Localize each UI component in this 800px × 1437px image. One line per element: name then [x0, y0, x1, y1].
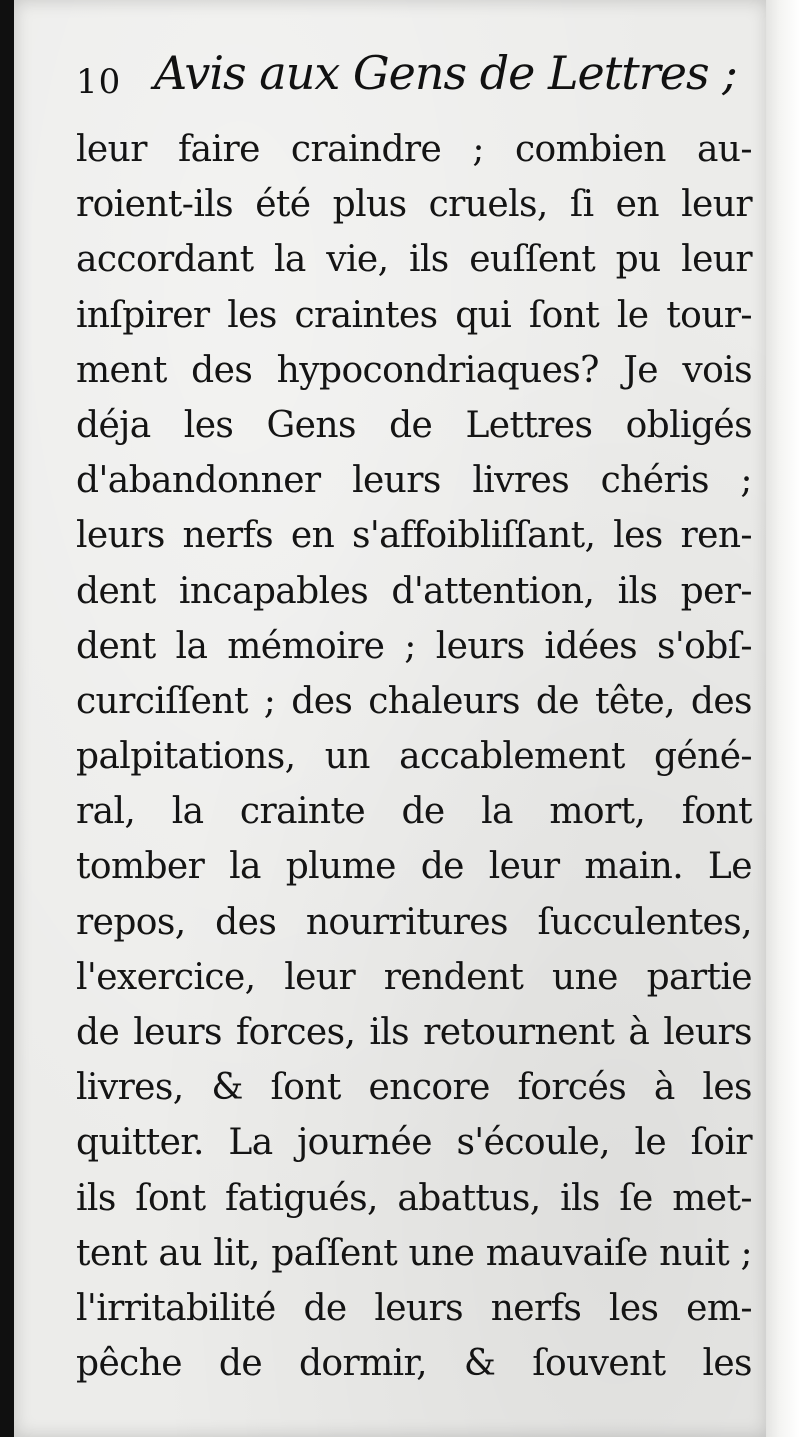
- word: mémoire: [227, 625, 385, 667]
- word: mauvaiſe: [485, 1232, 648, 1274]
- word: ils: [369, 1012, 410, 1053]
- word: à: [628, 1012, 650, 1053]
- word: ſucculentes,: [537, 901, 752, 943]
- text-line: [76, 839, 752, 894]
- word: forcés: [517, 1067, 627, 1109]
- word: de: [218, 1343, 263, 1385]
- word: Lettres: [465, 404, 593, 446]
- text-line: [76, 1171, 752, 1226]
- word: idées: [544, 625, 638, 667]
- word: tent: [76, 1232, 148, 1274]
- word: les: [702, 1343, 752, 1385]
- word: l'irritabilité: [76, 1287, 276, 1329]
- text-line: [76, 564, 752, 619]
- text-line: [76, 398, 752, 453]
- word: retournent: [423, 1012, 615, 1053]
- word: dent: [76, 570, 156, 612]
- word: les: [227, 294, 277, 336]
- word: repos,: [76, 901, 186, 943]
- word: partie: [646, 956, 752, 998]
- word: chaleurs: [368, 680, 520, 722]
- word: roient-ils: [76, 184, 234, 226]
- text-line: [76, 232, 752, 287]
- body-text: [76, 122, 752, 1391]
- word: le: [634, 1122, 667, 1164]
- text-line: [76, 453, 752, 508]
- word: d'abandonner: [76, 460, 321, 502]
- word: obligés: [625, 404, 752, 446]
- text-line: [76, 1005, 752, 1060]
- word: leur: [284, 956, 356, 998]
- word: fatigués,: [225, 1177, 378, 1219]
- word: ment: [76, 349, 167, 391]
- word: tomber: [76, 846, 205, 888]
- text-line: [76, 177, 752, 232]
- word: chéris: [600, 460, 709, 502]
- word: l'exercice,: [76, 956, 256, 998]
- word: des: [215, 901, 277, 943]
- word: leur: [681, 239, 752, 281]
- word: met-: [672, 1177, 752, 1219]
- word: ils: [617, 570, 658, 612]
- page-number: 10: [76, 62, 122, 102]
- word: les: [608, 1287, 659, 1329]
- word: ils: [408, 239, 449, 281]
- word: leurs: [76, 515, 165, 557]
- word: nerfs: [182, 515, 274, 557]
- word: ;: [740, 460, 752, 502]
- word: abattus,: [397, 1177, 541, 1219]
- word: inſpirer: [76, 294, 210, 336]
- word: dent: [76, 625, 156, 667]
- word: font: [681, 791, 752, 833]
- word: tête,: [594, 680, 675, 722]
- text-line: [76, 619, 752, 674]
- word: per-: [680, 570, 752, 612]
- word: leur: [76, 129, 147, 170]
- word: les: [613, 515, 663, 557]
- word: dormir,: [298, 1343, 428, 1385]
- word: au: [158, 1232, 202, 1274]
- text-line: [76, 784, 752, 839]
- word: ſont: [135, 1177, 206, 1219]
- word: en: [290, 515, 335, 557]
- word: de: [535, 680, 580, 722]
- word: ſouvent: [532, 1343, 666, 1385]
- word: encore: [368, 1067, 490, 1109]
- text-line: [76, 895, 752, 950]
- word: les: [183, 404, 234, 446]
- word: accordant: [76, 239, 254, 281]
- word: de: [303, 1287, 347, 1329]
- word: ;: [263, 680, 276, 722]
- word: un: [324, 736, 370, 778]
- page-edge: [766, 0, 800, 1437]
- word: des: [291, 680, 353, 722]
- book-page: [14, 0, 768, 1437]
- word: vie,: [326, 239, 389, 281]
- word: ;: [740, 1232, 752, 1274]
- word: ſont: [528, 294, 600, 336]
- word: nuit: [659, 1232, 730, 1274]
- word: craintes: [294, 294, 438, 336]
- word: hypocondriaques?: [276, 349, 599, 391]
- word: &: [211, 1067, 243, 1109]
- word: incapables: [178, 570, 369, 612]
- page-header: [76, 46, 756, 106]
- word: ils: [76, 1177, 116, 1219]
- word: des: [191, 349, 253, 391]
- word: leur: [488, 846, 560, 888]
- word: crainte: [239, 791, 366, 833]
- word: de: [76, 1012, 120, 1053]
- word: ral,: [76, 791, 136, 833]
- text-line: [76, 729, 752, 784]
- word: pu: [615, 239, 661, 281]
- text-line: [76, 343, 752, 398]
- word: leurs: [352, 460, 441, 502]
- text-line: [76, 950, 752, 1005]
- word: rendent: [383, 956, 524, 998]
- word: paſſent: [271, 1232, 398, 1274]
- word: combien: [514, 129, 666, 170]
- word: leurs: [374, 1287, 464, 1329]
- word: em-: [686, 1287, 752, 1329]
- word: la: [273, 239, 306, 281]
- text-line: [76, 1281, 752, 1336]
- word: s'écoule,: [456, 1122, 610, 1164]
- word: La: [228, 1122, 273, 1164]
- word: s'obſ-: [657, 625, 752, 667]
- word: s'affoibliſſant,: [351, 515, 596, 557]
- word: pêche: [76, 1343, 183, 1385]
- word: palpitations,: [76, 736, 296, 778]
- word: forces,: [235, 1012, 356, 1053]
- word: mort,: [549, 791, 646, 833]
- word: en: [615, 184, 659, 226]
- word: ſe: [619, 1177, 653, 1219]
- text-line: [76, 288, 752, 343]
- word: de: [420, 846, 464, 888]
- word: craindre: [290, 129, 442, 170]
- word: la: [481, 791, 513, 833]
- running-title: Avis aux Gens de Lettres ;: [154, 46, 737, 100]
- text-line: [76, 122, 752, 177]
- word: une: [551, 956, 618, 998]
- word: livres,: [76, 1067, 184, 1109]
- word: leur: [681, 184, 752, 226]
- word: euſſent: [469, 239, 596, 281]
- word: curciſſent: [76, 680, 248, 722]
- word: le: [616, 294, 649, 336]
- word: lit,: [213, 1232, 260, 1274]
- word: ;: [472, 129, 484, 170]
- word: à: [653, 1067, 675, 1109]
- word: des: [690, 680, 752, 722]
- word: la: [171, 791, 204, 833]
- word: d'attention,: [391, 570, 595, 612]
- text-line: [76, 674, 752, 729]
- word: plus: [332, 184, 407, 226]
- word: déja: [76, 404, 151, 446]
- word: la: [229, 846, 261, 888]
- word: géné-: [653, 736, 752, 778]
- word: cruels,: [428, 184, 548, 226]
- word: leurs: [133, 1012, 222, 1053]
- word: tour-: [666, 294, 752, 336]
- word: de: [389, 404, 433, 446]
- word: été: [255, 184, 311, 226]
- word: &: [463, 1343, 496, 1385]
- text-line: [76, 508, 752, 563]
- word: ;: [404, 625, 416, 667]
- word: plume: [285, 846, 396, 888]
- text-line: [76, 1226, 752, 1281]
- word: nourritures: [305, 901, 508, 943]
- word: au-: [696, 129, 752, 170]
- word: accablement: [399, 736, 625, 778]
- word: de: [401, 791, 445, 833]
- word: main.: [584, 846, 684, 888]
- word: ſoir: [690, 1122, 752, 1164]
- word: les: [702, 1067, 752, 1109]
- word: Gens: [266, 404, 356, 446]
- text-line: [76, 1115, 752, 1170]
- word: vois: [682, 349, 752, 391]
- word: la: [175, 625, 208, 667]
- word: ſont: [270, 1067, 341, 1109]
- word: faire: [177, 129, 260, 170]
- text-line: [76, 1336, 752, 1391]
- word: Je: [623, 349, 658, 391]
- word: ſi: [569, 184, 594, 226]
- word: journée: [297, 1122, 432, 1164]
- word: livres: [472, 460, 570, 502]
- word: quitter.: [76, 1122, 204, 1164]
- word: qui: [455, 294, 512, 336]
- word: leurs: [663, 1012, 752, 1053]
- word: une: [408, 1232, 475, 1274]
- word: leurs: [435, 625, 525, 667]
- word: ren-: [680, 515, 752, 557]
- word: ils: [560, 1177, 600, 1219]
- word: nerfs: [490, 1287, 582, 1329]
- word: Le: [707, 846, 752, 888]
- text-line: [76, 1060, 752, 1115]
